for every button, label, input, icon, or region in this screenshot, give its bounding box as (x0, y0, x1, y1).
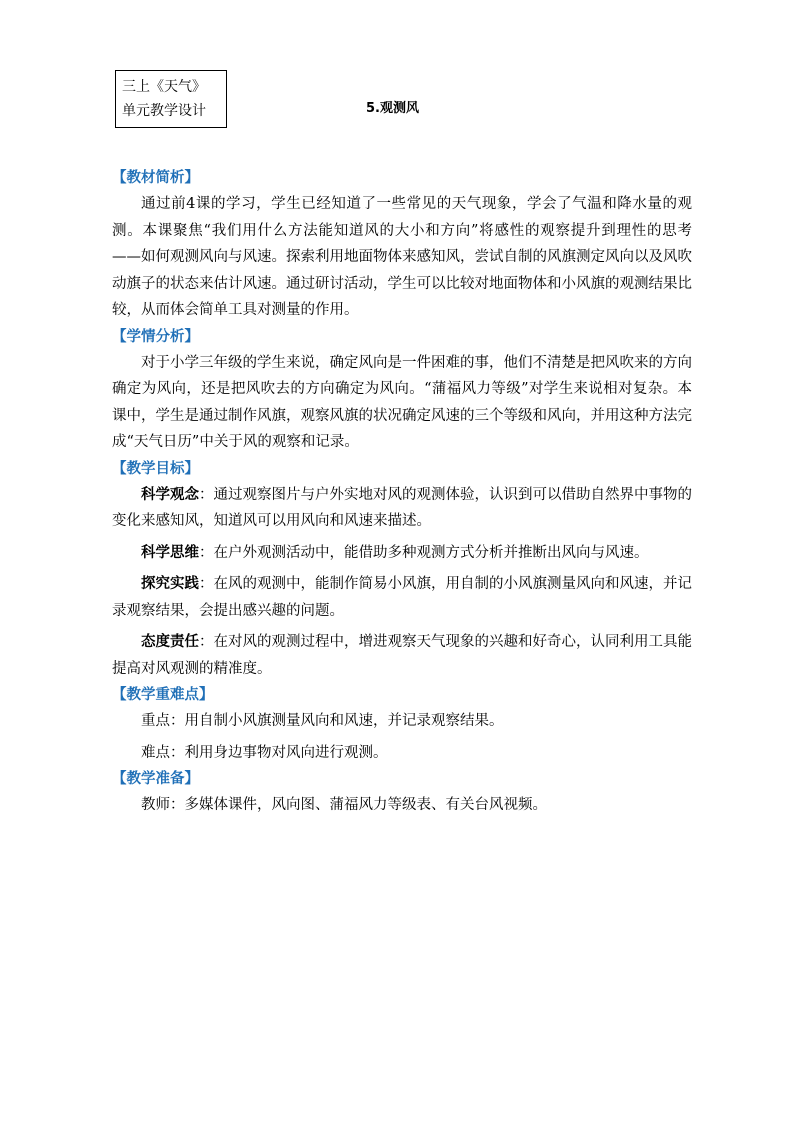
heading-student-analysis: 【学情分析】 (112, 328, 199, 345)
goal-science-thinking (112, 540, 692, 567)
goal-text: ：在户外观测活动中，能借助多种观测方式分析并推断出风向与风速。 (199, 544, 649, 561)
goal-text: ：在风的观测中，能制作简易小风旗，用自制的小风旗测量风向和风速，并记录观察结果，会提出感兴趣的问题。 (112, 576, 692, 619)
goal-science-concept (112, 482, 692, 535)
key-point-text: 重点：用自制小风旗测量风向和风速，并记录观察结果。 (141, 713, 504, 729)
heading-teaching-goals: 【教学目标】 (112, 460, 199, 477)
heading-key-difficult-points: 【教学重难点】 (112, 687, 214, 703)
goal-text: ：在对风的观测过程中，增进观察天气现象的兴趣和好奇心，认同利用工具能提高对风观测的精准度。 (112, 634, 692, 677)
goal-attitude-responsibility (112, 629, 692, 682)
heading-teaching-preparation: 【教学准备】 (112, 771, 199, 787)
goal-lead: 科学观念 (141, 486, 199, 503)
difficult-point-text: 难点：利用身边事物对风向进行观测。 (141, 744, 388, 761)
lesson-title: 5.观测风 (366, 101, 419, 116)
heading-material-analysis: 【教材简析】 (112, 170, 199, 186)
goal-lead: 探究实践 (141, 576, 199, 592)
document-body (112, 165, 692, 819)
unit-label-line-2: 单元教学设计 (122, 103, 206, 119)
goal-inquiry-practice (112, 571, 692, 624)
material-analysis-text: 通过前4课的学习，学生已经知道了一些常见的天气现象，学会了气温和降水量的观测。本课聚焦“我们用什么方法能知道风的大小和方向”将感性的观察提升到理性的思考——如何观测风向与风速。探索利用地面物体来感知风，尝试自制的风旗测定风向以及风吹动旗子的状态来估计风速。通过研讨活动，学生可以比较对地面物体和小风旗的观测结果比较，从而体会简单工具对测量的作用。 (112, 196, 692, 318)
goal-lead: 科学思维 (141, 544, 199, 561)
unit-label-box (115, 70, 227, 128)
goal-lead: 态度责任 (141, 634, 199, 650)
teacher-preparation-text: 教师：多媒体课件，风向图、蒲福风力等级表、有关台风视频。 (141, 797, 547, 813)
unit-label-line-1: 三上《天气》 (122, 79, 206, 95)
goal-text: ：通过观察图片与户外实地对风的观测体验，认识到可以借助自然界中事物的变化来感知风，知道风可以用风向和风速来描述。 (112, 486, 692, 529)
student-analysis-text: 对于小学三年级的学生来说，确定风向是一件困难的事，他们不清楚是把风吹来的方向确定为风向，还是把风吹去的方向确定为风向。“蒲福风力等级”对学生来说相对复杂。本课中，学生是通过制作风旗，观察风旗的状况确定风速的三个等级和风向，并用这种方法完成“天气日历”中关于风的观察和记录。 (112, 354, 692, 450)
